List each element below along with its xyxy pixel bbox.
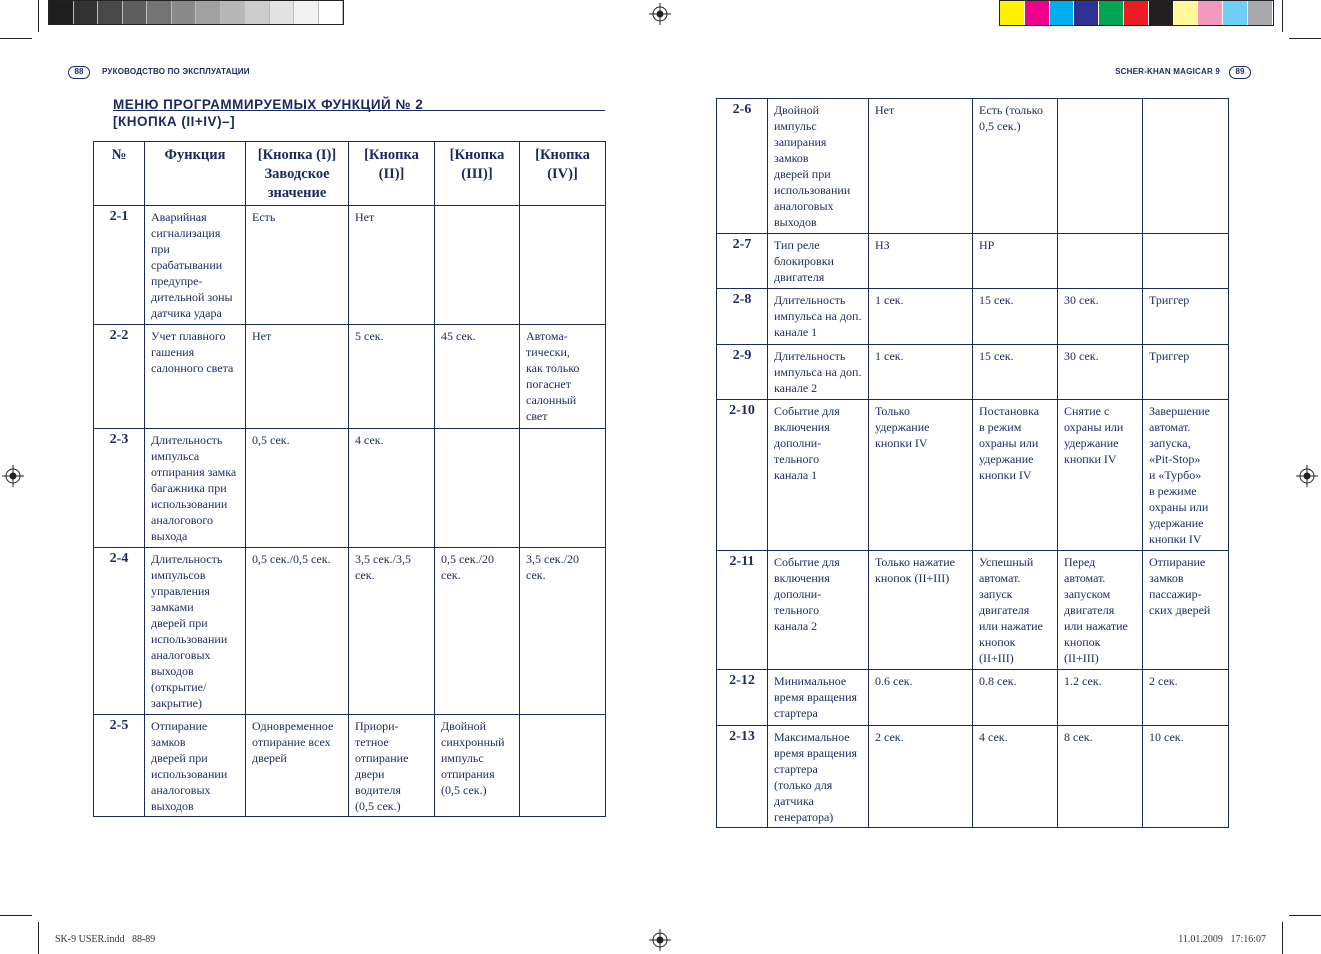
gray-swatch [172, 1, 197, 24]
row-number: 2-13 [717, 726, 768, 828]
value-button-2: Постановка в режим охраны или удержание кнопки IV [973, 400, 1058, 551]
value-button-1: 2 сек. [869, 726, 973, 828]
table-row [717, 400, 1229, 551]
gray-swatch [245, 1, 270, 24]
gray-swatch [147, 1, 172, 24]
row-number: 2-1 [94, 206, 145, 325]
value-button-2: Успешный автомат. запуск двигателя или нажатие кнопок (II+III) [973, 551, 1058, 670]
row-number: 2-8 [717, 289, 768, 345]
value-button-2: 15 сек. [973, 289, 1058, 345]
header-button-4: [Кнопка (IV)] [520, 142, 606, 206]
value-button-4 [520, 429, 606, 548]
value-button-2: 5 сек. [349, 325, 435, 429]
value-button-1: Есть [246, 206, 349, 325]
table-row [94, 715, 606, 817]
table-header-row [94, 142, 606, 206]
value-button-1: Нет [869, 99, 973, 234]
functions-table-right [716, 98, 1229, 828]
table-row [94, 325, 606, 429]
function-cell: Учет плавного гашения салонного света [145, 325, 246, 429]
value-button-3 [435, 206, 520, 325]
table-row [94, 429, 606, 548]
value-button-3: 45 сек. [435, 325, 520, 429]
grayscale-calibration-bar [48, 0, 344, 25]
value-button-3 [1058, 234, 1143, 289]
value-button-2: 0.8 сек. [973, 670, 1058, 726]
function-cell: Минимальное время вращения стартера [768, 670, 869, 726]
value-button-4: Автома- тически, как только погаснет салонный свет [520, 325, 606, 429]
function-cell: Аварийная сигнализация при срабатывании предупре- дительной зоны датчика удара [145, 206, 246, 325]
header-function: Функция [145, 142, 246, 206]
row-number: 2-10 [717, 400, 768, 551]
value-button-1: Только удержание кнопки IV [869, 400, 973, 551]
table-row [717, 551, 1229, 670]
section-title-line2: [КНОПКА (II+IV)–] [113, 114, 236, 129]
header-button-1: [Кнопка (I)] Заводское значение [246, 142, 349, 206]
gray-swatch [221, 1, 246, 24]
value-button-1: Нет [246, 325, 349, 429]
value-button-1: Одновременное отпирание всех дверей [246, 715, 349, 817]
value-button-1: 0,5 сек./0,5 сек. [246, 548, 349, 715]
page-number-right: 89 [1229, 66, 1251, 79]
crop-mark [0, 915, 32, 916]
value-button-1: НЗ [869, 234, 973, 289]
value-button-1: 1 сек. [869, 345, 973, 400]
color-swatch [1223, 1, 1248, 25]
running-title-left: РУКОВОДСТВО ПО ЭКСПЛУАТАЦИИ [102, 67, 250, 76]
gray-swatch [74, 1, 99, 24]
value-button-3: Перед автомат. запуском двигателя или нажатие кнопок (II+III) [1058, 551, 1143, 670]
gray-swatch [270, 1, 295, 24]
function-cell: Длительность импульса на доп. канале 2 [768, 345, 869, 400]
registration-mark-icon [2, 465, 24, 487]
function-cell: Длительность импульса на доп. канале 1 [768, 289, 869, 345]
row-number: 2-11 [717, 551, 768, 670]
color-swatch [1198, 1, 1223, 25]
header-button-2: [Кнопка (II)] [349, 142, 435, 206]
header-button-3: [Кнопка (III)] [435, 142, 520, 206]
color-swatch [1099, 1, 1124, 25]
value-button-2: 4 сек. [349, 429, 435, 548]
function-cell: Тип реле блокировки двигателя [768, 234, 869, 289]
gray-swatch [196, 1, 221, 24]
row-number: 2-3 [94, 429, 145, 548]
footer-time: 17:16:07 [1230, 934, 1266, 945]
color-swatch [1174, 1, 1199, 25]
footer-pages: 88-89 [131, 934, 156, 945]
table-row [717, 234, 1229, 289]
gray-swatch [98, 1, 123, 24]
value-button-3: Двойной синхронный импульс отпирания (0,5 сек.) [435, 715, 520, 817]
registration-mark-icon [1296, 465, 1318, 487]
registration-mark-icon [649, 929, 671, 951]
value-button-4: Триггер [1143, 289, 1229, 345]
footer-date: 11.01.2009 [1178, 934, 1223, 945]
value-button-3: Снятие с охраны или удержание кнопки IV [1058, 400, 1143, 551]
table-row [717, 289, 1229, 345]
crop-mark [0, 38, 32, 39]
value-button-2: Нет [349, 206, 435, 325]
color-swatch [1124, 1, 1149, 25]
table-row [717, 99, 1229, 234]
color-calibration-bar [999, 0, 1274, 26]
color-swatch [1000, 1, 1025, 25]
running-title-right: SCHER-KHAN MAGICAR 9 [1115, 67, 1220, 76]
value-button-4: Отпирание замков пассажир- ских дверей [1143, 551, 1229, 670]
value-button-3: 8 сек. [1058, 726, 1143, 828]
value-button-1: Только нажатие кнопок (II+III) [869, 551, 973, 670]
color-swatch [1248, 1, 1273, 25]
value-button-4: Завершение автомат. запуска, «Pit-Stop» и «Турбо» в режиме охраны или удержание кнопки IV [1143, 400, 1229, 551]
crop-mark [1282, 922, 1283, 954]
registration-mark-icon [649, 3, 671, 25]
row-number: 2-4 [94, 548, 145, 715]
table-row [717, 670, 1229, 726]
row-number: 2-2 [94, 325, 145, 429]
function-cell: Длительность импульса отпирания замка багажника при использовании аналогового выхода [145, 429, 246, 548]
value-button-4: 10 сек. [1143, 726, 1229, 828]
section-title [113, 96, 593, 130]
value-button-1: 1 сек. [869, 289, 973, 345]
color-swatch [1074, 1, 1099, 25]
row-number: 2-9 [717, 345, 768, 400]
value-button-4: 2 сек. [1143, 670, 1229, 726]
value-button-2: 3,5 сек./3,5 сек. [349, 548, 435, 715]
color-swatch [1149, 1, 1174, 25]
crop-mark [1282, 0, 1283, 32]
table-row [717, 726, 1229, 828]
row-number: 2-5 [94, 715, 145, 817]
value-button-3: 30 сек. [1058, 289, 1143, 345]
crop-mark [1289, 38, 1321, 39]
gray-swatch [319, 1, 344, 24]
gray-swatch [123, 1, 148, 24]
value-button-2: НР [973, 234, 1058, 289]
footer-file-info [55, 934, 155, 945]
value-button-4 [520, 206, 606, 325]
table-row [717, 345, 1229, 400]
value-button-3 [435, 429, 520, 548]
crop-mark [1289, 915, 1321, 916]
header-num: № [94, 142, 145, 206]
crop-mark [38, 922, 39, 954]
function-cell: Длительность импульсов управления замками дверей при использовании аналоговых выходов (открытие/ закрытие) [145, 548, 246, 715]
function-cell: Отпирание замков дверей при использовании аналоговых выходов [145, 715, 246, 817]
color-swatch [1025, 1, 1050, 25]
row-number: 2-6 [717, 99, 768, 234]
gray-swatch [49, 1, 74, 24]
value-button-4: Триггер [1143, 345, 1229, 400]
value-button-1: 0.6 сек. [869, 670, 973, 726]
value-button-2: Есть (только 0,5 сек.) [973, 99, 1058, 234]
value-button-2: 4 сек. [973, 726, 1058, 828]
functions-table-left [93, 141, 606, 817]
value-button-3: 30 сек. [1058, 345, 1143, 400]
gray-swatch [294, 1, 319, 24]
value-button-2: Приори- тетное отпирание двери водителя (0,5 сек.) [349, 715, 435, 817]
value-button-4 [520, 715, 606, 817]
function-cell: Двойной импульс запирания замков дверей при использовании аналоговых выходов [768, 99, 869, 234]
section-title-line1: МЕНЮ ПРОГРАММИРУЕМЫХ ФУНКЦИЙ № 2 [113, 97, 424, 112]
function-cell: Событие для включения дополни- тельного канала 2 [768, 551, 869, 670]
value-button-1: 0,5 сек. [246, 429, 349, 548]
footer-timestamp [1160, 934, 1266, 945]
page-number-left: 88 [68, 66, 90, 79]
footer-file: SK-9 USER.indd [55, 934, 125, 945]
value-button-2: 15 сек. [973, 345, 1058, 400]
crop-mark [38, 0, 39, 32]
color-swatch [1050, 1, 1075, 25]
table-row [94, 206, 606, 325]
function-cell: Максимальное время вращения стартера (только для датчика генератора) [768, 726, 869, 828]
function-cell: Событие для включения дополни- тельного канала 1 [768, 400, 869, 551]
table-row [94, 548, 606, 715]
value-button-4: 3,5 сек./20 сек. [520, 548, 606, 715]
value-button-3 [1058, 99, 1143, 234]
row-number: 2-7 [717, 234, 768, 289]
value-button-4 [1143, 234, 1229, 289]
row-number: 2-12 [717, 670, 768, 726]
value-button-4 [1143, 99, 1229, 234]
value-button-3: 1.2 сек. [1058, 670, 1143, 726]
value-button-3: 0,5 сек./20 сек. [435, 548, 520, 715]
